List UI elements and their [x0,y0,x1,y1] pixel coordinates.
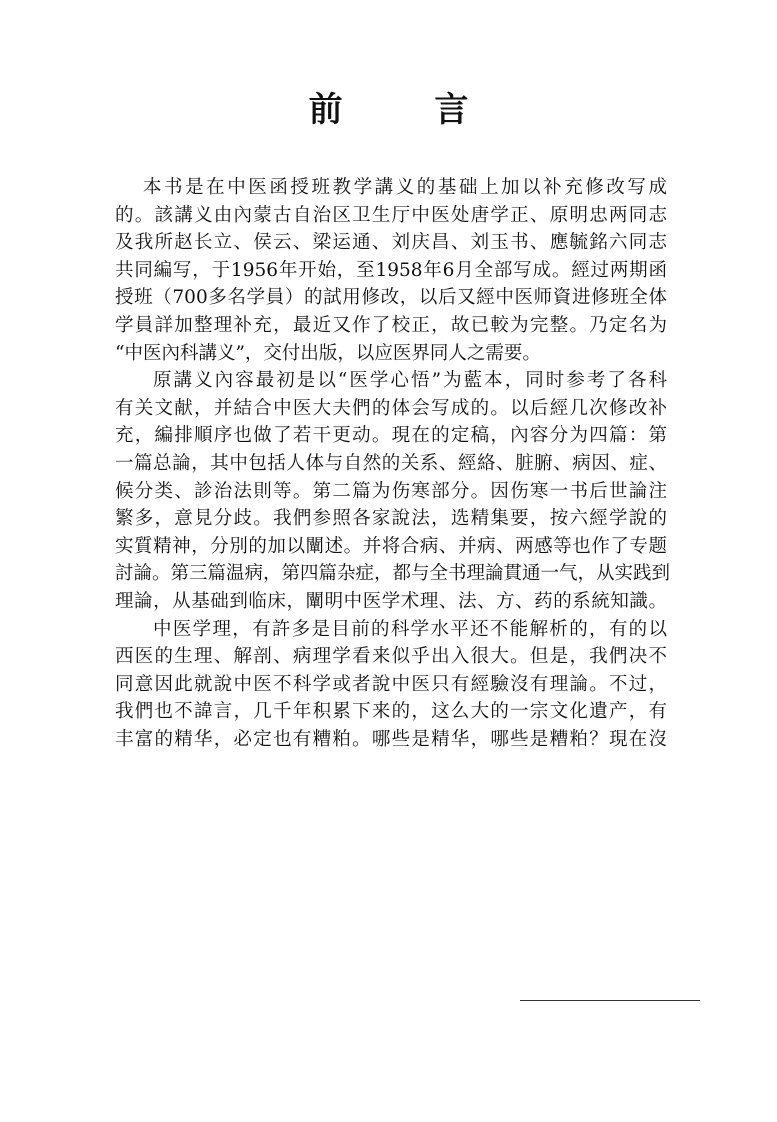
text-line: 授班（700多名学員）的試用修改，以后又經中医师資进修班全体 [115,287,667,309]
text-line: 实質精神，分別的加以闡述。并将合病、并病、两感等也作了专题 [115,535,667,557]
text-line: 的。該講义由內蒙古自治区卫生厅中医处唐学正、原明忠两同志 [115,204,667,226]
text-line: 同意因此就說中医不科学或者說中医只有經驗沒有理論。不过， [115,673,667,695]
text-line: 中医学理，有許多是目前的科学水平还不能解析的，有的以 [153,618,667,640]
text-line: 繁多，意見分歧。我們参照各家說法，选精集要，按六經学說的 [115,508,667,530]
page-title: 前 言 [308,90,509,130]
text-line: 理論，从基础到临床，闡明中医学术理、法、方、药的系統知識。 [115,590,667,612]
text-line: 共同編写，于1956年开始，至1958年6月全部写成。經过两期函 [115,259,667,281]
text-line: “中医內科講义”，交付出版，以应医界同人之需要。 [115,342,541,364]
text-line: 及我所赵长立、侯云、梁运通、刘庆昌、刘玉书、應毓銘六同志 [115,232,667,254]
text-line: 候分类、診治法則等。第二篇为伤寒部分。因伤寒一书后世論注 [115,480,667,502]
text-line: 有关文献，并結合中医大夫們的体会写成的。以后經几次修改补 [115,397,667,419]
text-line: 本书是在中医函授班教学講义的基础上加以补充修改写成 [143,177,667,198]
text-line: 討論。第三篇温病，第四篇杂症，都与全书理論貫通一气，从实践到 [115,563,671,585]
text-line: 一篇总論，其中包括人体与自然的关系、經絡、脏腑、病因、症、 [115,452,667,474]
text-line: 原講义內容最初是以“医学心悟”为藍本，同时参考了各科 [153,370,667,392]
text-line: 西医的生理、解剖、病理学看来似乎出入很大。但是，我們决不 [115,646,667,668]
text-line: 学員詳加整理补充，最近又作了校正，故已較为完整。乃定名为 [115,314,667,336]
text-line: 丰富的精华，必定也有糟粕。哪些是精华，哪些是糟粕？現在沒 [115,728,667,750]
bottom-rule [520,1000,700,1001]
text-line: 充，編排順序也做了若干更动。現在的定稿，內容分为四篇：第 [115,425,667,447]
preface-body [115,174,671,753]
text-line: 我們也不諱言，几千年积累下来的，这么大的一宗文化遺产，有 [115,701,667,723]
